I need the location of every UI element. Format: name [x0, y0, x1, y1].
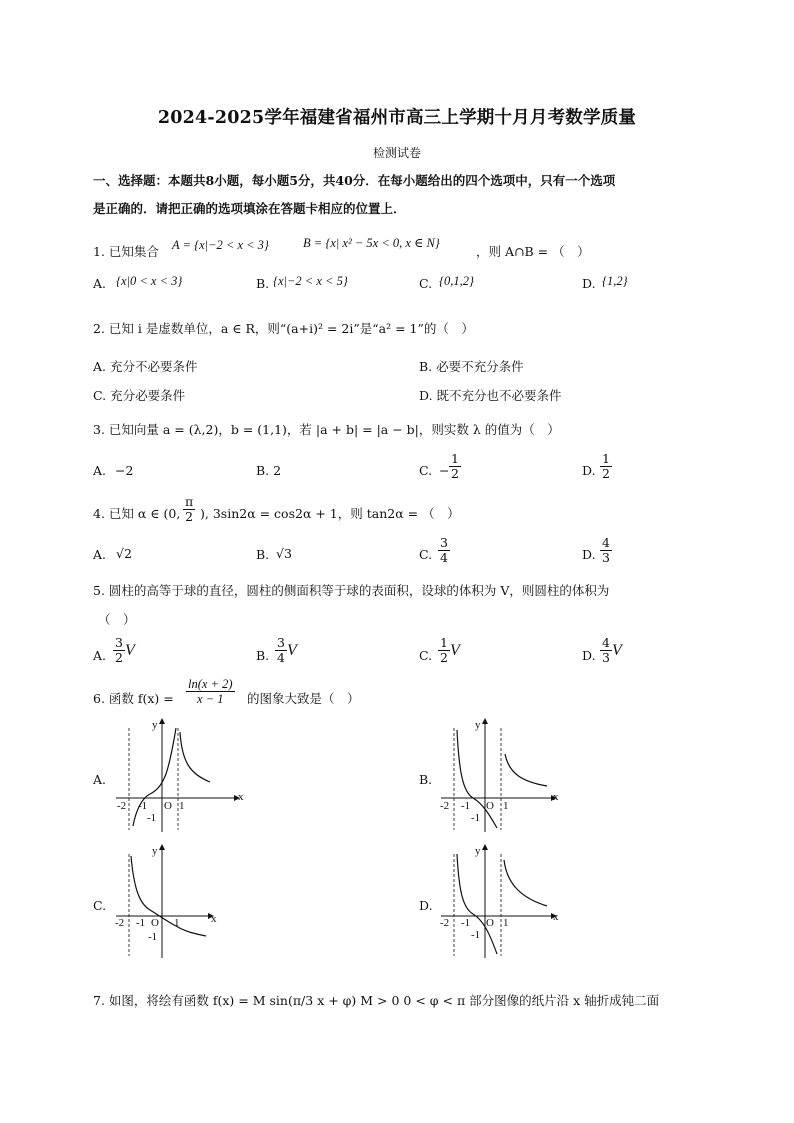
q3-d-num: 1	[602, 451, 610, 466]
q1-option-b: {x|−2 < x < 5}	[273, 274, 348, 288]
tick-origin: O	[151, 917, 159, 929]
q4-option-d-label: D.	[582, 547, 596, 562]
q5-b-v: V	[286, 642, 297, 659]
q5-option-d	[600, 636, 622, 665]
q5-a-v: V	[124, 642, 135, 659]
q5-line1: 5. 圆柱的高等于球的直径，圆柱的侧面积等于球的表面积，设球的体积为 V，则圆柱的体积为	[93, 583, 610, 598]
q4-c-num: 3	[440, 535, 448, 550]
q2-option-d: D. 既不充分也不必要条件	[419, 388, 562, 403]
q5-option-b-label: B.	[256, 648, 270, 663]
q3-option-c-fraction	[449, 452, 461, 481]
q6-label-c: C.	[93, 898, 107, 913]
q1-tail: ，则 A∩B = （ ）	[476, 244, 590, 259]
tick-m1: -1	[138, 800, 148, 812]
tick-m2: -2	[117, 800, 127, 812]
q6-graph-a	[112, 716, 242, 834]
q1-set-a: A = {x|−2 < x < 3}	[172, 238, 269, 252]
q5-a-num: 3	[115, 635, 123, 650]
q4-pi-over-2	[183, 495, 195, 524]
q2-option-b: B. 必要不充分条件	[419, 359, 524, 374]
q3-option-a: −2	[115, 463, 134, 478]
x-axis-label: x	[211, 913, 217, 925]
q4-option-d-fraction	[600, 536, 612, 565]
q2-stem: 2. 已知 i 是虚数单位，a ∈ R，则“(a+i)² = 2i”是“a² = 1”的（ ）	[93, 321, 474, 336]
q4-d-den: 3	[602, 550, 610, 565]
q2-option-a: A. 充分不必要条件	[93, 359, 198, 374]
q4-option-c-fraction	[438, 536, 450, 565]
q5-option-a	[113, 636, 135, 665]
tick-m1: -1	[136, 917, 146, 929]
q1-option-d-label: D.	[582, 276, 596, 291]
q3-option-b: B. 2	[256, 463, 282, 478]
q4-option-c-label: C.	[419, 547, 433, 562]
q1-option-c-label: C.	[419, 276, 433, 291]
q3-d-den: 2	[602, 466, 610, 481]
q3-option-c-sign: −	[439, 463, 450, 478]
q5-b-num: 3	[277, 635, 285, 650]
tick-origin: O	[486, 800, 494, 812]
q6-graph-c	[112, 842, 222, 960]
q5-option-c-label: C.	[419, 648, 433, 663]
y-axis-label: y	[152, 845, 158, 857]
q6-label-d: D.	[419, 898, 433, 913]
tick-1: 1	[174, 917, 180, 929]
q1-stem: 1. 已知集合	[93, 244, 159, 259]
q3-option-c-label: C.	[419, 463, 433, 478]
q2-option-c: C. 充分必要条件	[93, 388, 186, 403]
page-title: 2024-2025学年福建省福州市高三上学期十月月考数学质量	[157, 108, 637, 128]
q5-c-v: V	[449, 642, 460, 659]
q5-d-den: 3	[602, 650, 610, 665]
page-subtitle: 检测试卷	[372, 146, 421, 160]
q6-label-a: A.	[93, 772, 107, 787]
x-axis-label: x	[238, 791, 244, 803]
q4-two: 2	[185, 509, 194, 524]
tick-m2: -2	[115, 917, 125, 929]
q4-option-a-label: A.	[93, 547, 107, 562]
tick-1: 1	[503, 800, 509, 812]
q3-stem: 3. 已知向量 a = (λ,2)，b = (1,1)，若 |a + b| = |a − b|，则实数 λ 的值为（ ）	[93, 422, 560, 437]
q1-option-d: {1,2}	[602, 274, 628, 288]
q6-stem-b: 的图象大致是（ ）	[247, 691, 360, 706]
q1-option-c: {0,1,2}	[439, 274, 474, 288]
q1-set-b: B = {x| x² − 5x < 0, x ∈ N}	[303, 236, 440, 250]
q4-stem-a: 4. 已知 α ∈ (0,	[93, 506, 181, 521]
q1-option-b-label: B.	[256, 276, 270, 291]
tick-m2: -2	[440, 917, 450, 929]
q5-option-a-label: A.	[93, 648, 107, 663]
q4-stem-b: ), 3sin2α = cos2α + 1，则 tan2α = （ ）	[200, 506, 460, 521]
tick-origin: O	[164, 800, 172, 812]
q3-c-den: 2	[451, 466, 459, 481]
q5-b-den: 4	[277, 650, 285, 665]
tick-y-m1: -1	[471, 812, 481, 824]
q1-option-a-label: A.	[93, 276, 107, 291]
tick-m1: -1	[461, 800, 471, 812]
q4-option-a: √2	[116, 546, 132, 561]
q7-stem: 7. 如图，将绘有函数 f(x) = M sin(π/3 x + φ) M > 0 0 < φ < π 部分图像的纸片沿 x 轴折成钝二面	[93, 993, 660, 1008]
q6-fraction	[186, 677, 235, 706]
q6-stem-a: 6. 函数 f(x) =	[93, 691, 174, 706]
section-heading-line2: 是正确的．请把正确的选项填涂在答题卡相应的位置上．	[93, 201, 406, 216]
q5-d-num: 4	[602, 635, 610, 650]
q5-line2: （ ）	[98, 612, 136, 627]
tick-1: 1	[503, 917, 509, 929]
section-heading-line1: 一、选择题：本题共8小题，每小题5分，共40分．在每小题给出的四个选项中，只有一个选项	[93, 173, 616, 188]
x-axis-label: x	[553, 911, 559, 923]
tick-y-m1: -1	[147, 812, 157, 824]
tick-origin: O	[486, 917, 494, 929]
q5-c-den: 2	[440, 650, 448, 665]
q5-option-c	[438, 636, 460, 665]
y-axis-label: y	[152, 719, 158, 731]
q4-c-den: 4	[440, 550, 448, 565]
q5-option-d-label: D.	[582, 648, 596, 663]
q4-option-b-label: B.	[256, 547, 270, 562]
q3-option-a-label: A.	[93, 463, 107, 478]
q5-c-num: 1	[440, 635, 448, 650]
q3-option-d-fraction	[600, 452, 612, 481]
q6-graph-b	[437, 716, 567, 834]
q4-pi: π	[185, 494, 194, 509]
q4-d-num: 4	[602, 535, 610, 550]
tick-m1: -1	[461, 917, 471, 929]
q3-option-d-label: D.	[582, 463, 596, 478]
x-axis-label: x	[553, 791, 559, 803]
q1-option-a: {x|0 < x < 3}	[116, 274, 183, 288]
q6-num: ln(x + 2)	[188, 677, 233, 691]
q6-label-b: B.	[419, 772, 433, 787]
q4-option-b: √3	[276, 546, 292, 561]
tick-y-m1: -1	[148, 931, 158, 943]
tick-1: 1	[179, 800, 185, 812]
q5-a-den: 2	[115, 650, 123, 665]
tick-y-m1: -1	[471, 929, 481, 941]
q5-d-v: V	[611, 642, 622, 659]
q3-c-num: 1	[451, 451, 459, 466]
tick-m2: -2	[440, 800, 450, 812]
y-axis-label: y	[475, 845, 481, 857]
q6-den: x − 1	[197, 692, 224, 706]
q5-option-b	[275, 636, 297, 665]
q6-graph-d	[437, 842, 567, 960]
y-axis-label: y	[475, 719, 481, 731]
